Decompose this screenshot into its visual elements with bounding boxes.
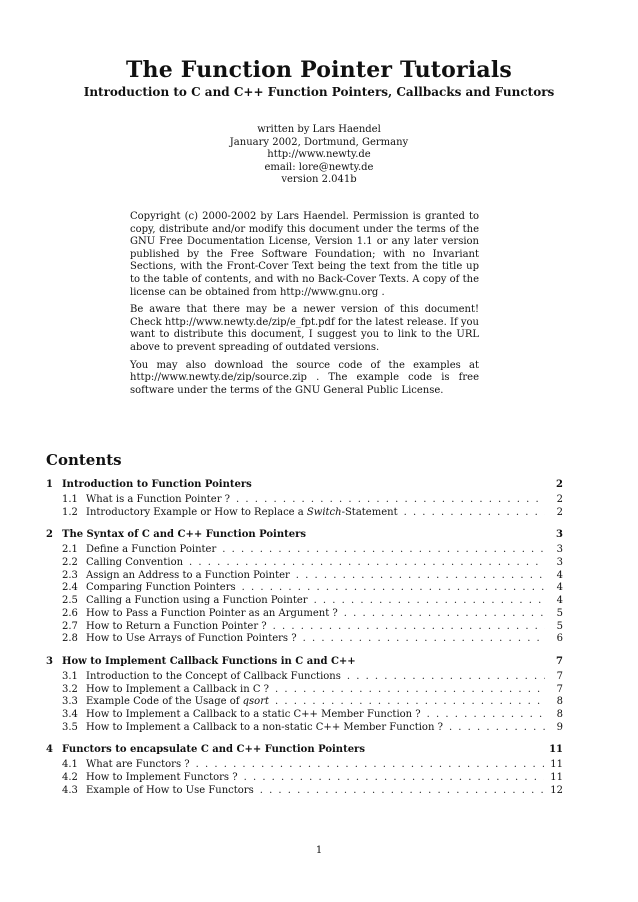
toc-subsection-title: Example of How to Use Functors xyxy=(86,784,254,796)
toc-chapter-page: 2 xyxy=(556,479,563,490)
toc-dot-leader xyxy=(303,633,545,646)
toc-subsection-page: 3 xyxy=(556,557,563,569)
toc-subsection-page: 4 xyxy=(556,569,563,581)
toc-subsection-title: Introduction to the Concept of Callback Functions xyxy=(86,670,341,682)
toc-subsection-page: 3 xyxy=(556,544,563,556)
toc-subsection-entry[interactable] xyxy=(46,582,563,595)
toc-subsection-number: 4.3 xyxy=(62,784,78,796)
author-line: written by Lars Haendel xyxy=(257,124,381,135)
toc-chapter-entry[interactable] xyxy=(46,743,563,757)
toc-chapter-page: 7 xyxy=(556,655,563,667)
toc-subsection-number: 2.7 xyxy=(62,620,78,632)
toc-dot-leader xyxy=(344,608,545,621)
toc-subsection-page: 12 xyxy=(550,784,563,796)
toc-section xyxy=(46,478,563,519)
toc-subsection-entry[interactable] xyxy=(46,772,563,785)
toc-subsection-entry[interactable] xyxy=(46,595,563,608)
toc-subsection-entry[interactable] xyxy=(46,633,563,646)
toc-section xyxy=(46,528,563,646)
toc-subsection-title: How to Implement a Callback in C ? xyxy=(86,683,270,695)
toc-subsection-title xyxy=(86,696,269,709)
author-block xyxy=(0,124,638,187)
toc-title-emphasis: Switch xyxy=(306,506,342,518)
toc-title-part: Example Code of the Usage of xyxy=(86,696,243,708)
toc-subsection-page: 11 xyxy=(550,759,563,771)
toc-subsection-page: 8 xyxy=(556,696,563,708)
toc-chapter-number: 3 xyxy=(46,655,53,667)
contents-heading: Contents xyxy=(46,451,122,469)
toc-dot-leader xyxy=(275,696,545,709)
table-of-contents xyxy=(46,478,563,806)
toc-subsection-title xyxy=(86,507,398,520)
toc-chapter-title: The Syntax of C and C++ Function Pointers xyxy=(62,529,306,541)
toc-dot-leader xyxy=(222,544,545,557)
toc-subsection-number: 3.3 xyxy=(62,696,78,708)
toc-subsection-title: How to Implement a Callback to a static C++ Member Function ? xyxy=(86,708,421,720)
toc-subsection-title: How to Implement Functors ? xyxy=(86,772,238,783)
toc-subsection-title: What is a Function Pointer ? xyxy=(86,494,231,505)
toc-dot-leader xyxy=(244,772,545,785)
toc-subsection-page: 5 xyxy=(556,607,563,619)
toc-chapter-number: 1 xyxy=(46,479,53,490)
toc-section xyxy=(46,655,563,734)
toc-subsection-title: What are Functors ? xyxy=(86,759,190,771)
toc-subsection-number: 4.2 xyxy=(62,772,78,783)
toc-dot-leader xyxy=(449,722,545,735)
toc-subsection-title: Calling a Function using a Function Pointer xyxy=(86,595,308,607)
toc-subsection-title: Comparing Function Pointers xyxy=(86,582,236,594)
newer-version-paragraph: Be aware that there may be a newer version of this document! Check http://www.newty.de/zip/e_fpt.pdf for the latest release. If you want to distribute this document, I suggest you to link to the URL above to prevent spreading of outdated versions. xyxy=(130,304,479,353)
toc-dot-leader xyxy=(427,709,545,722)
toc-chapter-title: How to Implement Callback Functions in C and C++ xyxy=(62,655,356,667)
toc-chapter-number: 4 xyxy=(46,744,53,756)
toc-subsection-title: Define a Function Pointer xyxy=(86,544,217,556)
toc-chapter-entry[interactable] xyxy=(46,478,563,492)
toc-title-part: -Statement xyxy=(341,506,398,518)
toc-dot-leader xyxy=(242,582,545,595)
toc-subsection-entry[interactable] xyxy=(46,785,563,798)
toc-dot-leader xyxy=(275,684,545,697)
toc-subsection-number: 3.1 xyxy=(62,670,78,682)
toc-title-emphasis: qsort xyxy=(242,696,269,708)
toc-subsection-number: 2.2 xyxy=(62,557,78,569)
toc-subsection-title: How to Use Arrays of Function Pointers ? xyxy=(86,633,297,645)
document-subtitle: Introduction to C and C++ Function Pointers, Callbacks and Functors xyxy=(83,85,555,99)
toc-chapter-title: Introduction to Function Pointers xyxy=(62,479,252,490)
version-line: version 2.041b xyxy=(281,174,357,185)
toc-chapter-entry[interactable] xyxy=(46,528,563,542)
toc-dot-leader xyxy=(236,494,545,507)
toc-subsection-entry[interactable] xyxy=(46,621,563,634)
toc-dot-leader xyxy=(196,759,545,772)
toc-subsection-number: 3.4 xyxy=(62,708,78,720)
toc-subsection-entry[interactable] xyxy=(46,759,563,772)
toc-subsection-page: 7 xyxy=(556,670,563,682)
toc-subsection-title: How to Pass a Function Pointer as an Argument ? xyxy=(86,607,338,619)
toc-subsection-number: 1.1 xyxy=(62,494,78,505)
toc-subsection-number: 2.6 xyxy=(62,607,78,619)
email-line: email: lore@newty.de xyxy=(264,161,374,173)
toc-subsection-title: How to Return a Function Pointer ? xyxy=(86,620,267,632)
toc-dot-leader xyxy=(189,557,545,570)
toc-title-part: Introductory Example or How to Replace a xyxy=(86,506,307,518)
toc-subsection-entry[interactable] xyxy=(46,557,563,570)
toc-subsection-page: 8 xyxy=(556,708,563,720)
toc-dot-leader xyxy=(314,595,545,608)
toc-subsection-entry[interactable] xyxy=(46,494,563,507)
toc-subsection-entry[interactable] xyxy=(46,544,563,557)
toc-subsection-title: Calling Convention xyxy=(86,557,184,569)
toc-section xyxy=(46,743,563,797)
abstract xyxy=(130,211,479,402)
toc-dot-leader xyxy=(260,785,545,798)
toc-subsection-page: 6 xyxy=(556,633,563,645)
toc-subsection-entry[interactable] xyxy=(46,671,563,684)
toc-chapter-page: 11 xyxy=(549,744,563,756)
toc-subsection-number: 2.3 xyxy=(62,569,78,581)
toc-subsection-entry[interactable] xyxy=(46,684,563,697)
toc-subsection-page: 2 xyxy=(556,494,563,505)
toc-subsection-page: 9 xyxy=(556,721,563,733)
toc-subsection-title: Assign an Address to a Function Pointer xyxy=(86,569,290,581)
toc-subsection-number: 2.5 xyxy=(62,595,78,607)
toc-dot-leader xyxy=(404,507,545,520)
toc-subsection-page: 5 xyxy=(556,620,563,632)
document-title: The Function Pointer Tutorials xyxy=(125,57,512,83)
toc-subsection-page: 4 xyxy=(556,595,563,607)
toc-chapter-page: 3 xyxy=(556,529,563,541)
toc-subsection-number: 4.1 xyxy=(62,759,78,771)
toc-dot-leader xyxy=(296,570,545,583)
toc-subsection-number: 1.2 xyxy=(62,506,78,518)
toc-subsection-entry[interactable] xyxy=(46,722,563,735)
toc-chapter-entry[interactable] xyxy=(46,655,563,669)
toc-subsection-page: 2 xyxy=(556,506,563,518)
toc-subsection-number: 2.4 xyxy=(62,582,78,594)
toc-subsection-number: 3.5 xyxy=(62,721,78,733)
toc-subsection-page: 11 xyxy=(550,772,563,783)
website-line: http://www.newty.de xyxy=(267,149,371,160)
toc-subsection-entry[interactable] xyxy=(46,608,563,621)
toc-subsection-title: How to Implement a Callback to a non-static C++ Member Function ? xyxy=(86,721,443,733)
toc-subsection-number: 2.8 xyxy=(62,633,78,645)
toc-subsection-entry[interactable] xyxy=(46,507,563,520)
toc-subsection-page: 7 xyxy=(556,683,563,695)
toc-subsection-number: 2.1 xyxy=(62,544,78,556)
toc-subsection-entry[interactable] xyxy=(46,570,563,583)
toc-dot-leader xyxy=(273,621,545,634)
page-number: 1 xyxy=(315,845,323,856)
date-line: January 2002, Dortmund, Germany xyxy=(229,136,409,148)
download-paragraph: You may also download the source code of the examples at http://www.newty.de/zip/source.zip . The example code is free software under the terms of the GNU General Public License. xyxy=(130,359,479,396)
toc-chapter-title: Functors to encapsulate C and C++ Function Pointers xyxy=(62,744,365,756)
toc-subsection-page: 4 xyxy=(556,582,563,594)
toc-subsection-entry[interactable] xyxy=(46,696,563,709)
toc-dot-leader xyxy=(347,671,545,684)
toc-chapter-number: 2 xyxy=(46,529,53,541)
copyright-paragraph: Copyright (c) 2000-2002 by Lars Haendel. Permission is granted to copy, distribute and/or modify this document under the terms of the GNU Free Documentation License, Version 1.1 or any later version published by the Free Software Foundation; with no Invariant Sections, with the Front-Cover Text being the text from the title up to the table of contents, and with no Back-Cover Texts. A copy of the license can be obtained from http://www.gnu.org . xyxy=(130,211,479,298)
toc-subsection-number: 3.2 xyxy=(62,683,78,695)
toc-subsection-entry[interactable] xyxy=(46,709,563,722)
